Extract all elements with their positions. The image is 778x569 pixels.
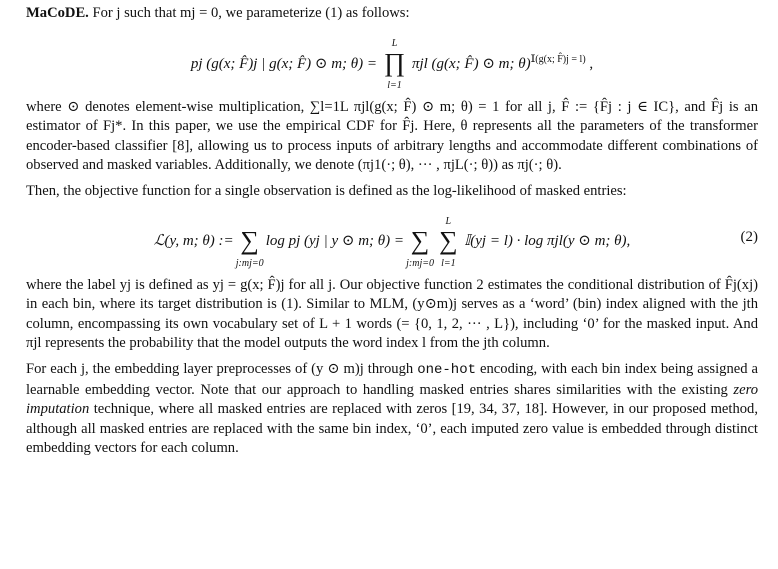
equation-2-middle: log pj (yj | y ⊙ m; θ) = xyxy=(265,232,405,249)
sum-operator-1 xyxy=(235,225,264,269)
equation-1 xyxy=(26,28,758,92)
sum-symbol-2: ∑ xyxy=(410,225,430,255)
product-operator xyxy=(383,38,406,92)
paragraph-intro xyxy=(26,4,758,24)
paper-page xyxy=(26,4,758,459)
equation-2-body xyxy=(153,215,631,269)
equation-1-exponent: 𝕀(g(x; F̂)j = l) xyxy=(530,53,586,65)
sum-3-upper-limit: L xyxy=(445,215,452,227)
paragraph-label-definition: where the label yj is defined as yj = g(x; F̂)j for all j. Our objective function 2 estimates the conditional distribution of F̂j(xj) in each bin, where its target distribution is (1). Similar to MLM, (y⊙m)j serves as a ‘word’ (bin) index aligned with the jth column, encompassing its own vocabulary set of L + 1 words (= {0, 1, 2, ··· , L}), including ‘0’ for the masked input. And πjl represents the probability that the model outputs the word index l from the jth column. xyxy=(26,276,758,352)
paragraph-definitions: where ⊙ denotes element-wise multiplication, ∑l=1L πjl(g(x; F̂) ⊙ m; θ) = 1 for all j, F̂ := {F̂j : j ∈ IC}, and F̂j is an estimator of Fj*. In this paper, we use the empirical CDF for F̂j. Here, θ represents all the parameters of the transformer encoder-based classifier [8], allowing us to process inputs of arbitrary lengths and accommodate different combinations of observed and masked variables. Additionally, we denote (πj1(·; θ), ··· , πjL(·; θ)) as πj(·; θ). xyxy=(26,98,758,174)
sum-3-lower-limit: l=1 xyxy=(441,257,456,269)
intro-text: For j such that mj = 0, we parameterize (1) as follows: xyxy=(92,5,410,21)
product-symbol: ∏ xyxy=(383,48,406,78)
sum-1-lower-limit: j:mj=0 xyxy=(235,257,264,269)
equation-1-tail: , xyxy=(589,55,594,72)
embedding-text-2: encoding, with each bin index being assigned a learnable embedding vector. Note that our approach to handling masked entries shares similarities with the existing xyxy=(26,360,758,398)
equation-2-lhs: ℒ(y, m; θ) := xyxy=(153,232,234,249)
equation-1-body xyxy=(190,38,594,92)
product-upper-limit: L xyxy=(391,38,398,50)
equation-2-number: (2) xyxy=(740,228,758,245)
sum-2-lower-limit: j:mj=0 xyxy=(406,257,434,269)
sum-operator-3 xyxy=(439,215,458,269)
product-lower-limit: l=1 xyxy=(387,80,402,92)
equation-2-rhs: 𝕀(yj = l) · log πjl(y ⊙ m; θ), xyxy=(464,232,631,249)
sum-symbol-3: ∑ xyxy=(439,225,458,255)
one-hot-code: one-hot xyxy=(417,361,477,378)
paragraph-objective-intro: Then, the objective function for a single observation is defined as the log-likelihood of masked entries: xyxy=(26,182,627,199)
sum-operator-2 xyxy=(406,225,434,269)
embedding-text-3: technique, where all masked entries are replaced with zeros [19, 34, 37, 18]. However, in our proposed method, although all masked entries are replaced with the same bin index, ‘0’, each imputed zero value is embedded through distinct embedding vectors for each column. xyxy=(26,401,758,457)
equation-1-lhs: pj (g(x; F̂)j | g(x; F̂) ⊙ m; θ) = xyxy=(190,55,378,72)
equation-2 xyxy=(26,206,758,270)
zero-imputation-term: zero imputation xyxy=(26,381,758,418)
sum-symbol-1: ∑ xyxy=(240,225,259,255)
paragraph-embedding xyxy=(26,360,758,459)
section-title: MaCoDE. xyxy=(26,5,89,21)
embedding-text-1: For each j, the embedding layer preprocesses of (y ⊙ m)j through xyxy=(26,360,414,377)
equation-1-rhs: πjl (g(x; F̂) ⊙ m; θ) xyxy=(411,55,531,72)
